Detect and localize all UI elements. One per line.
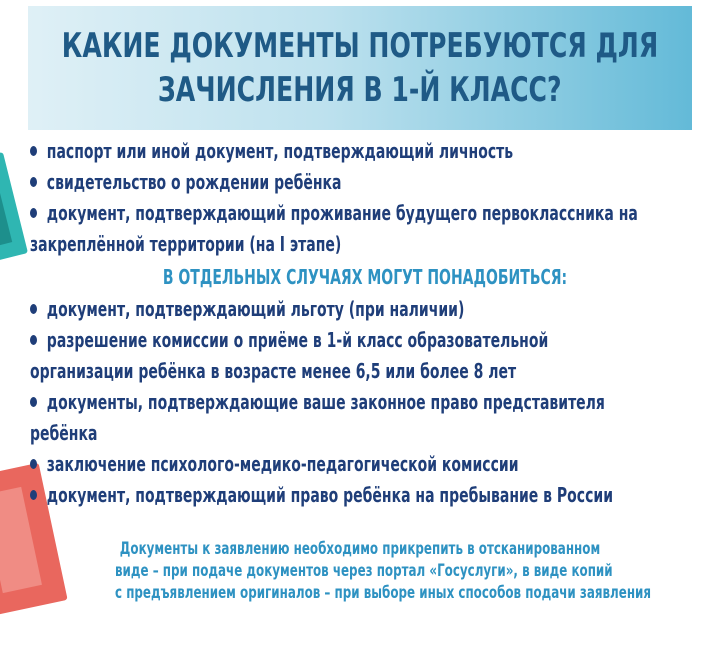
bullet-icon: [30, 177, 37, 187]
list-item: [30, 325, 700, 387]
bullet-icon: [30, 490, 37, 500]
section-subheading: В ОТДЕЛЬНЫХ СЛУЧАЯХ МОГУТ ПОНАДОБИТЬСЯ:: [162, 265, 568, 289]
list-item-text: свидетельство о рождении ребёнка: [46, 170, 342, 194]
document-list-section: [30, 136, 700, 511]
list-item-text: заключение психолого-медико-педагогической комиссии: [46, 452, 519, 476]
title-line-2: ЗАЧИСЛЕНИЯ В 1-Й КЛАСС?: [158, 70, 562, 110]
list-item: [30, 449, 700, 480]
list-item-text: документ, подтверждающий проживание будущего первоклассника на: [46, 201, 638, 225]
footer-note: [10, 538, 710, 604]
list-item-text: документ, подтверждающий льготу (при наличии): [46, 297, 465, 321]
list-item: [30, 198, 700, 260]
footer-line-1: Документы к заявлению необходимо прикрепить в отсканированном: [119, 539, 601, 559]
list-item: [30, 136, 700, 167]
list-item-text: документы, подтверждающие ваше законное право представителя: [46, 390, 605, 414]
list-item: [30, 387, 700, 449]
title-banner: [28, 6, 692, 130]
list-item-text: документ, подтверждающий право ребёнка на пребывание в России: [46, 483, 614, 507]
bullet-icon: [30, 208, 37, 218]
footer-line-3: с предъявлением оригиналов – при выборе иных способов подачи заявления: [115, 583, 652, 603]
bullet-icon: [30, 335, 37, 345]
list-item: [30, 167, 700, 198]
bullet-icon: [30, 146, 37, 156]
footer-line-2: виде – при подаче документов через портал «Госуслуги», в виде копий: [115, 561, 613, 581]
list-item-text-continued: закреплённой территории (на I этапе): [30, 232, 342, 256]
title-line-1: КАКИЕ ДОКУМЕНТЫ ПОТРЕБУЮТСЯ ДЛЯ: [61, 26, 659, 66]
list-item-text-continued: организации ребёнка в возрасте менее 6,5 или более 8 лет: [30, 359, 517, 383]
list-item: [30, 480, 700, 511]
bullet-icon: [30, 397, 37, 407]
decorative-teal-shape: [0, 152, 28, 262]
list-item-text: разрешение комиссии о приёме в 1-й класс образовательной: [46, 328, 549, 352]
list-item-text: паспорт или иной документ, подтверждающий личность: [46, 139, 514, 163]
bullet-icon: [30, 459, 37, 469]
list-item-text-continued: ребёнка: [30, 421, 98, 445]
bullet-icon: [30, 304, 37, 314]
list-item: [30, 294, 700, 325]
